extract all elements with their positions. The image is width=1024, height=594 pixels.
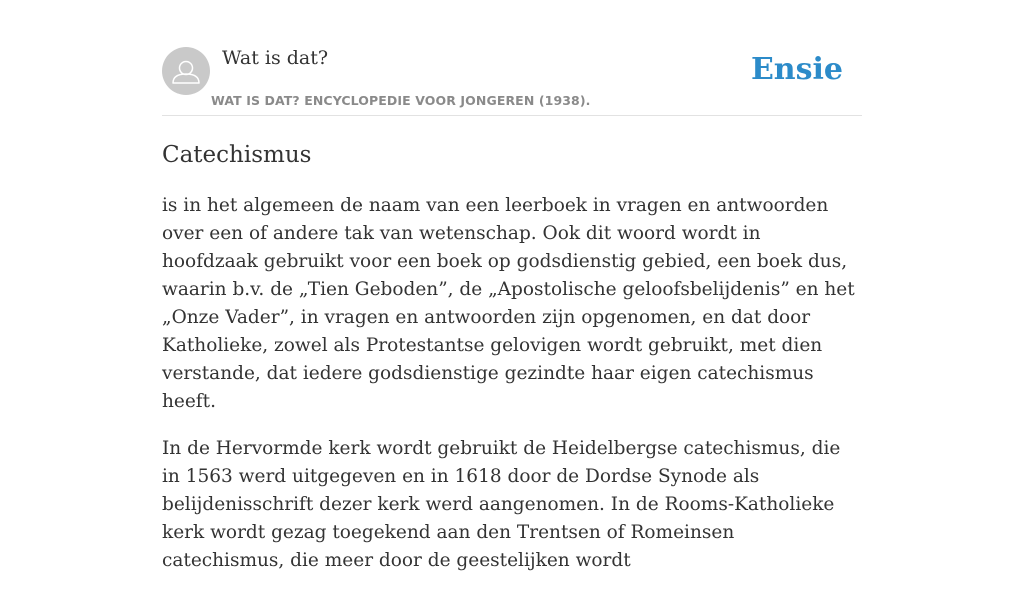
- source-subtitle[interactable]: WAT IS DAT? ENCYCLOPEDIE VOOR JONGEREN (1938).: [211, 93, 591, 108]
- content-container: [162, 0, 862, 571]
- brand-logo[interactable]: Ensie: [750, 52, 843, 87]
- article-paragraph: is in het algemeen de naam van een leerboek in vragen en antwoorden over een of andere tak van wetenschap. Ook dit woord wordt in hoofdzaak gebruikt voor een boek op godsdienstig gebied, een boek dus, waarin b.v. de „Tien Geboden”, de „Apostolische geloofsbelijdenis” en het „Onze Vader”, in vragen en antwoorden zijn opgenomen, en dat door Katholieke, zowel als Protestantse gelovigen wordt gebruikt, met dien verstande, dat iedere godsdienstige gezindte haar eigen catechismus heeft.: [162, 195, 855, 412]
- user-placeholder-icon: [162, 47, 210, 95]
- article-body: [162, 192, 862, 594]
- article-title: Catechismus: [162, 142, 312, 168]
- avatar[interactable]: [162, 47, 210, 95]
- article-paragraph: In de Hervormde kerk wordt gebruikt de Heidelbergse catechismus, die in 1563 werd uitgegeven en in 1618 door de Dordse Synode als belijdenisschrift dezer kerk werd aangenomen. In de Rooms-Katholieke kerk wordt gezag toegekend aan den Trentsen of Romeinsen catechismus, die meer door de geestelijken wordt: [162, 438, 841, 571]
- source-title[interactable]: Wat is dat?: [222, 47, 329, 69]
- source-header: [162, 0, 862, 116]
